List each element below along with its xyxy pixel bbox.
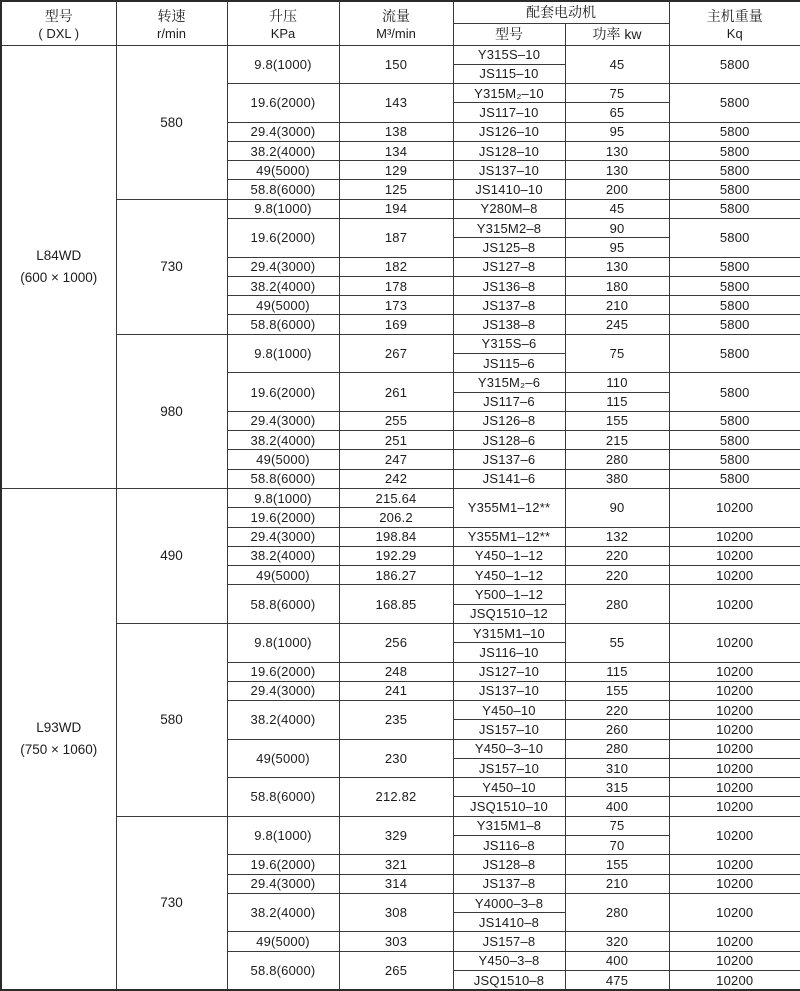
motor-model-cell: Y315S–6 bbox=[453, 334, 565, 353]
motor-model-cell: JS127–8 bbox=[453, 257, 565, 276]
pressure-cell: 29.4(3000) bbox=[227, 122, 339, 141]
motor-model-cell: JS136–8 bbox=[453, 276, 565, 295]
flow-cell: 192.29 bbox=[339, 546, 453, 565]
pressure-cell: 19.6(2000) bbox=[227, 373, 339, 412]
flow-cell: 173 bbox=[339, 296, 453, 315]
header-flow-cn: 流量 bbox=[382, 7, 410, 24]
pressure-cell: 49(5000) bbox=[227, 739, 339, 778]
table-row bbox=[1, 199, 800, 218]
weight-cell: 5800 bbox=[669, 431, 800, 450]
motor-model-cell: Y500–1–12 bbox=[453, 585, 565, 604]
weight-cell: 10200 bbox=[669, 778, 800, 797]
header-speed-cn: 转速 bbox=[157, 7, 186, 24]
power-cell: 245 bbox=[565, 315, 669, 334]
pressure-cell: 19.6(2000) bbox=[227, 662, 339, 681]
power-cell: 155 bbox=[565, 855, 669, 874]
motor-model-cell: JS1410–10 bbox=[453, 180, 565, 199]
motor-model-cell: JS157–10 bbox=[453, 758, 565, 777]
flow-cell: 186.27 bbox=[339, 566, 453, 585]
weight-cell: 10200 bbox=[669, 855, 800, 874]
power-cell: 280 bbox=[565, 739, 669, 758]
motor-model-cell: JS126–8 bbox=[453, 411, 565, 430]
power-cell: 215 bbox=[565, 431, 669, 450]
motor-model-cell: Y4000–3–8 bbox=[453, 893, 565, 912]
weight-cell: 5800 bbox=[669, 334, 800, 373]
weight-cell: 10200 bbox=[669, 932, 800, 951]
pressure-cell: 49(5000) bbox=[227, 932, 339, 951]
motor-model-cell: JS128–6 bbox=[453, 431, 565, 450]
weight-cell: 5800 bbox=[669, 296, 800, 315]
pressure-cell: 29.4(3000) bbox=[227, 257, 339, 276]
flow-cell: 169 bbox=[339, 315, 453, 334]
motor-model-cell: JSQ1510–8 bbox=[453, 971, 565, 991]
header-pressure-cn: 升压 bbox=[269, 7, 297, 24]
pressure-cell: 9.8(1000) bbox=[227, 816, 339, 855]
header-row-1 bbox=[1, 1, 800, 23]
power-cell: 130 bbox=[565, 161, 669, 180]
flow-cell: 206.2 bbox=[339, 508, 453, 527]
flow-cell: 256 bbox=[339, 623, 453, 662]
header-weight-cn: 主机重量 bbox=[706, 7, 763, 24]
motor-model-cell: JS126–10 bbox=[453, 122, 565, 141]
weight-cell: 5800 bbox=[669, 257, 800, 276]
pressure-cell: 9.8(1000) bbox=[227, 488, 339, 507]
power-cell: 95 bbox=[565, 122, 669, 141]
flow-cell: 241 bbox=[339, 681, 453, 700]
weight-cell: 5800 bbox=[669, 84, 800, 123]
weight-cell: 10200 bbox=[669, 893, 800, 932]
pressure-cell: 38.2(4000) bbox=[227, 276, 339, 295]
pressure-cell: 49(5000) bbox=[227, 450, 339, 469]
speed-cell: 730 bbox=[116, 199, 227, 334]
motor-model-cell: Y315M1–10 bbox=[453, 623, 565, 642]
power-cell: 130 bbox=[565, 257, 669, 276]
pressure-cell: 58.8(6000) bbox=[227, 469, 339, 488]
power-cell: 400 bbox=[565, 797, 669, 816]
weight-cell: 5800 bbox=[669, 276, 800, 295]
header-speed-unit: r/min bbox=[157, 25, 186, 41]
model-cell: L84WD (600 × 1000) bbox=[1, 45, 116, 488]
power-cell: 132 bbox=[565, 527, 669, 546]
motor-model-cell: Y450–10 bbox=[453, 701, 565, 720]
motor-model-cell: Y315M2–8 bbox=[453, 219, 565, 238]
weight-cell: 10200 bbox=[669, 701, 800, 720]
power-cell: 90 bbox=[565, 219, 669, 238]
flow-cell: 308 bbox=[339, 893, 453, 932]
motor-model-cell: Y450–3–8 bbox=[453, 951, 565, 970]
power-cell: 75 bbox=[565, 816, 669, 835]
weight-cell: 10200 bbox=[669, 797, 800, 816]
weight-cell: 5800 bbox=[669, 450, 800, 469]
power-cell: 320 bbox=[565, 932, 669, 951]
header-motor-model: 型号 bbox=[453, 23, 565, 45]
motor-model-cell: Y355M1–12** bbox=[453, 488, 565, 527]
weight-cell: 5800 bbox=[669, 315, 800, 334]
motor-model-cell: JSQ1510–12 bbox=[453, 604, 565, 623]
motor-model-cell: JS137–10 bbox=[453, 681, 565, 700]
header-motor-power: 功率 kw bbox=[565, 23, 669, 45]
power-cell: 400 bbox=[565, 951, 669, 970]
motor-model-cell: JS125–8 bbox=[453, 238, 565, 257]
pressure-cell: 38.2(4000) bbox=[227, 546, 339, 565]
header-flow-unit: M³/min bbox=[376, 25, 416, 41]
pressure-cell: 9.8(1000) bbox=[227, 334, 339, 373]
motor-model-cell: JS116–8 bbox=[453, 836, 565, 855]
power-cell: 200 bbox=[565, 180, 669, 199]
table-row bbox=[1, 45, 800, 64]
power-cell: 475 bbox=[565, 971, 669, 991]
header-flow bbox=[339, 1, 453, 45]
motor-model-cell: JS137–8 bbox=[453, 296, 565, 315]
weight-cell: 10200 bbox=[669, 488, 800, 527]
flow-cell: 303 bbox=[339, 932, 453, 951]
weight-cell: 10200 bbox=[669, 739, 800, 758]
table-row bbox=[1, 816, 800, 835]
weight-cell: 10200 bbox=[669, 816, 800, 855]
power-cell: 110 bbox=[565, 373, 669, 392]
flow-cell: 314 bbox=[339, 874, 453, 893]
motor-model-cell: JS115–6 bbox=[453, 354, 565, 373]
weight-cell: 10200 bbox=[669, 662, 800, 681]
motor-model-cell: JS141–6 bbox=[453, 469, 565, 488]
flow-cell: 138 bbox=[339, 122, 453, 141]
pressure-cell: 58.8(6000) bbox=[227, 585, 339, 624]
pressure-cell: 49(5000) bbox=[227, 161, 339, 180]
pressure-cell: 38.2(4000) bbox=[227, 431, 339, 450]
speed-cell: 580 bbox=[116, 623, 227, 816]
motor-model-cell: JS137–6 bbox=[453, 450, 565, 469]
motor-model-cell: Y315S–10 bbox=[453, 45, 565, 64]
pressure-cell: 9.8(1000) bbox=[227, 623, 339, 662]
weight-cell: 10200 bbox=[669, 874, 800, 893]
flow-cell: 194 bbox=[339, 199, 453, 218]
power-cell: 75 bbox=[565, 334, 669, 373]
flow-cell: 215.64 bbox=[339, 488, 453, 507]
flow-cell: 168.85 bbox=[339, 585, 453, 624]
table-row bbox=[1, 334, 800, 353]
weight-cell: 10200 bbox=[669, 681, 800, 700]
weight-cell: 5800 bbox=[669, 469, 800, 488]
flow-cell: 248 bbox=[339, 662, 453, 681]
flow-cell: 150 bbox=[339, 45, 453, 84]
motor-model-cell: Y315M₂–6 bbox=[453, 373, 565, 392]
flow-cell: 321 bbox=[339, 855, 453, 874]
weight-cell: 5800 bbox=[669, 373, 800, 412]
weight-cell: 10200 bbox=[669, 566, 800, 585]
flow-cell: 265 bbox=[339, 951, 453, 990]
pressure-cell: 38.2(4000) bbox=[227, 141, 339, 160]
header-pressure bbox=[227, 1, 339, 45]
header-model-unit: ( DXL ) bbox=[38, 25, 80, 41]
pressure-cell: 29.4(3000) bbox=[227, 411, 339, 430]
header-weight-unit: Kq bbox=[726, 25, 743, 41]
weight-cell: 10200 bbox=[669, 585, 800, 624]
flow-cell: 125 bbox=[339, 180, 453, 199]
header-model-cn: 型号 bbox=[44, 7, 73, 24]
power-cell: 65 bbox=[565, 103, 669, 122]
flow-cell: 235 bbox=[339, 701, 453, 740]
speed-cell: 730 bbox=[116, 816, 227, 990]
header-pressure-unit: KPa bbox=[270, 25, 296, 41]
pressure-cell: 38.2(4000) bbox=[227, 893, 339, 932]
power-cell: 55 bbox=[565, 623, 669, 662]
pressure-cell: 58.8(6000) bbox=[227, 180, 339, 199]
weight-cell: 10200 bbox=[669, 971, 800, 991]
pressure-cell: 29.4(3000) bbox=[227, 527, 339, 546]
power-cell: 45 bbox=[565, 199, 669, 218]
power-cell: 95 bbox=[565, 238, 669, 257]
motor-model-cell: JS157–8 bbox=[453, 932, 565, 951]
weight-cell: 5800 bbox=[669, 161, 800, 180]
motor-model-cell: JS127–10 bbox=[453, 662, 565, 681]
motor-model-cell: Y450–1–12 bbox=[453, 566, 565, 585]
table-body bbox=[1, 45, 800, 990]
weight-cell: 10200 bbox=[669, 720, 800, 739]
weight-cell: 10200 bbox=[669, 546, 800, 565]
motor-model-cell: Y355M1–12** bbox=[453, 527, 565, 546]
flow-cell: 247 bbox=[339, 450, 453, 469]
flow-cell: 230 bbox=[339, 739, 453, 778]
flow-cell: 129 bbox=[339, 161, 453, 180]
power-cell: 220 bbox=[565, 701, 669, 720]
flow-cell: 261 bbox=[339, 373, 453, 412]
weight-cell: 5800 bbox=[669, 45, 800, 84]
header-speed bbox=[116, 1, 227, 45]
pressure-cell: 49(5000) bbox=[227, 296, 339, 315]
flow-cell: 134 bbox=[339, 141, 453, 160]
weight-cell: 5800 bbox=[669, 141, 800, 160]
motor-model-cell: JSQ1510–10 bbox=[453, 797, 565, 816]
power-cell: 75 bbox=[565, 84, 669, 103]
weight-cell: 5800 bbox=[669, 219, 800, 258]
pressure-cell: 19.6(2000) bbox=[227, 219, 339, 258]
pressure-cell: 19.6(2000) bbox=[227, 508, 339, 527]
weight-cell: 10200 bbox=[669, 951, 800, 970]
power-cell: 280 bbox=[565, 893, 669, 932]
flow-cell: 187 bbox=[339, 219, 453, 258]
power-cell: 210 bbox=[565, 296, 669, 315]
motor-model-cell: JS116–10 bbox=[453, 643, 565, 662]
power-cell: 90 bbox=[565, 488, 669, 527]
power-cell: 310 bbox=[565, 758, 669, 777]
flow-cell: 178 bbox=[339, 276, 453, 295]
flow-cell: 182 bbox=[339, 257, 453, 276]
motor-model-cell: Y315M₂–10 bbox=[453, 84, 565, 103]
header-model bbox=[1, 1, 116, 45]
power-cell: 115 bbox=[565, 392, 669, 411]
flow-cell: 242 bbox=[339, 469, 453, 488]
flow-cell: 255 bbox=[339, 411, 453, 430]
motor-model-cell: JS137–10 bbox=[453, 161, 565, 180]
power-cell: 280 bbox=[565, 585, 669, 624]
weight-cell: 10200 bbox=[669, 527, 800, 546]
pressure-cell: 38.2(4000) bbox=[227, 701, 339, 740]
power-cell: 260 bbox=[565, 720, 669, 739]
pressure-cell: 29.4(3000) bbox=[227, 681, 339, 700]
flow-cell: 329 bbox=[339, 816, 453, 855]
weight-cell: 5800 bbox=[669, 411, 800, 430]
pressure-cell: 58.8(6000) bbox=[227, 951, 339, 990]
table-row bbox=[1, 623, 800, 642]
speed-cell: 580 bbox=[116, 45, 227, 199]
weight-cell: 5800 bbox=[669, 122, 800, 141]
weight-cell: 5800 bbox=[669, 199, 800, 218]
motor-model-cell: Y450–3–10 bbox=[453, 739, 565, 758]
power-cell: 180 bbox=[565, 276, 669, 295]
pressure-cell: 58.8(6000) bbox=[227, 778, 339, 817]
pressure-cell: 19.6(2000) bbox=[227, 855, 339, 874]
power-cell: 45 bbox=[565, 45, 669, 84]
motor-model-cell: Y280M–8 bbox=[453, 199, 565, 218]
table-row bbox=[1, 488, 800, 507]
power-cell: 130 bbox=[565, 141, 669, 160]
power-cell: 210 bbox=[565, 874, 669, 893]
power-cell: 155 bbox=[565, 411, 669, 430]
pressure-cell: 19.6(2000) bbox=[227, 84, 339, 123]
header-weight bbox=[669, 1, 800, 45]
motor-model-cell: JS138–8 bbox=[453, 315, 565, 334]
pressure-cell: 9.8(1000) bbox=[227, 199, 339, 218]
power-cell: 155 bbox=[565, 681, 669, 700]
motor-model-cell: JS128–10 bbox=[453, 141, 565, 160]
pressure-cell: 29.4(3000) bbox=[227, 874, 339, 893]
flow-cell: 212.82 bbox=[339, 778, 453, 817]
power-cell: 70 bbox=[565, 836, 669, 855]
power-cell: 315 bbox=[565, 778, 669, 797]
flow-cell: 198.84 bbox=[339, 527, 453, 546]
pressure-cell: 49(5000) bbox=[227, 566, 339, 585]
power-cell: 220 bbox=[565, 546, 669, 565]
header-motor-group: 配套电动机 bbox=[453, 1, 669, 23]
power-cell: 115 bbox=[565, 662, 669, 681]
weight-cell: 10200 bbox=[669, 623, 800, 662]
weight-cell: 5800 bbox=[669, 180, 800, 199]
motor-model-cell: JS137–8 bbox=[453, 874, 565, 893]
motor-model-cell: Y450–1–12 bbox=[453, 546, 565, 565]
flow-cell: 143 bbox=[339, 84, 453, 123]
flow-cell: 251 bbox=[339, 431, 453, 450]
motor-model-cell: Y450–10 bbox=[453, 778, 565, 797]
weight-cell: 10200 bbox=[669, 758, 800, 777]
motor-model-cell: Y315M1–8 bbox=[453, 816, 565, 835]
table-header bbox=[1, 1, 800, 45]
speed-cell: 980 bbox=[116, 334, 227, 488]
motor-model-cell: JS115–10 bbox=[453, 64, 565, 83]
flow-cell: 267 bbox=[339, 334, 453, 373]
motor-model-cell: JS157–10 bbox=[453, 720, 565, 739]
pressure-cell: 9.8(1000) bbox=[227, 45, 339, 84]
motor-model-cell: JS128–8 bbox=[453, 855, 565, 874]
pressure-cell: 58.8(6000) bbox=[227, 315, 339, 334]
power-cell: 280 bbox=[565, 450, 669, 469]
motor-model-cell: JS1410–8 bbox=[453, 913, 565, 932]
motor-model-cell: JS117–6 bbox=[453, 392, 565, 411]
speed-cell: 490 bbox=[116, 488, 227, 623]
power-cell: 220 bbox=[565, 566, 669, 585]
motor-model-cell: JS117–10 bbox=[453, 103, 565, 122]
power-cell: 380 bbox=[565, 469, 669, 488]
model-cell: L93WD (750 × 1060) bbox=[1, 488, 116, 990]
